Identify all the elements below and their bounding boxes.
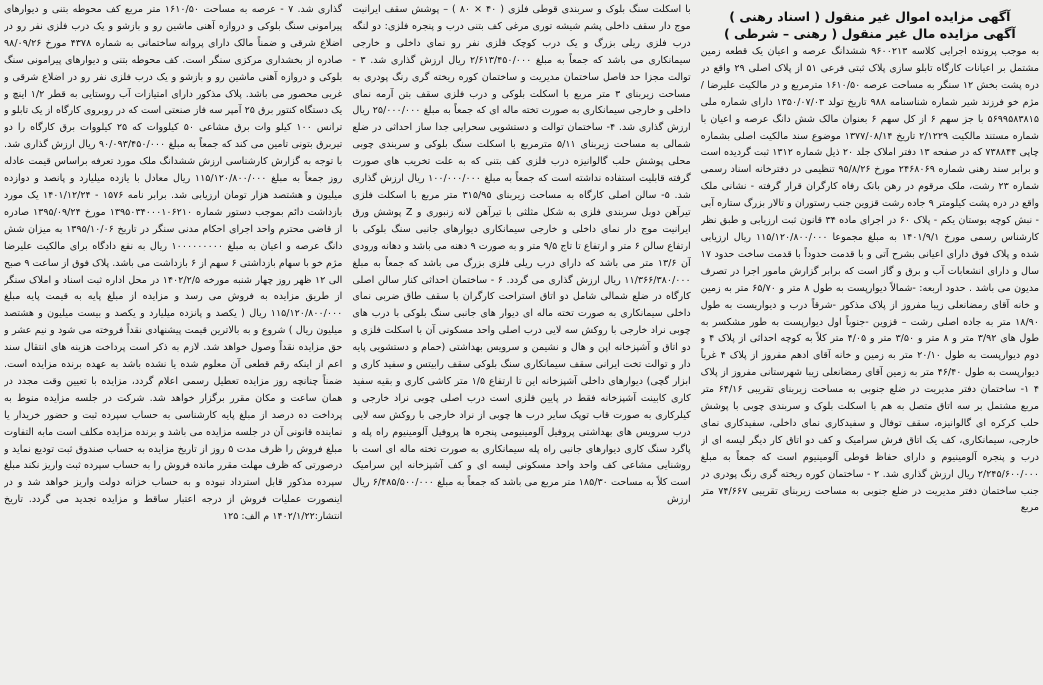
column-3	[4, 2, 342, 681]
notice-header	[701, 8, 1039, 42]
column-2-text: با اسکلت سنگ بلوک و سربندی قوطی فلزی ( ۴۰ × ۸۰ ) – پوشش سقف ایرانیت موج دار سقف داخلی پشم شیشه توری مرغی کف بتنی درب و پنجره فلزی: دو لنگه درب فلزی ریلی بزرگ و یک درب کوچک فلزی نفر رو نمای داخلی و خارجی سیمانکاری می باشد که جمعاً به مبلغ ۲/۶۱۳/۴۵۰/۰۰۰ ریال ارزش گذاری شد. ۳ - توالت مجزا حد فاصل ساختمان مدیریت و ساختمان کوره ریخته گری رنگ پودری به مساحت زیربنای ۳ متر مربع با اسکلت بلوکی و درب فلزی سقف بتن آرمه نمای داخلی و خارجی سیمانکاری به صورت تخته ماله ای که جمعاً به مبلغ ۲۵/۰۰۰/۰۰۰ ریال ارزش گذاری شد. ۴- ساختمان توالت و دستشویی سحرایی جدا ساز احداثی در ضلع شمالی به مساحت زیربنای ۵/۱۱ مترمربع با اسکلت سنگ بلوکی و سربندی چوبی محلی پوشش حلب گالوانیزه درب فلزی کف بتنی که به علت تخریب های صورت گرفته قابلیت استفاده نداشته است که جمعاً به مبلغ ۱۰۰/۰۰۰/۰۰۰ ریال ارزش گذاری شد. ۵- سالن اصلی کارگاه به مساحت زیربنای ۳۱۵/۹۵ متر مربع با اسکلت فلزی تیرآهن دوبل سربندی فلزی به شکل مثلثی با تیرآهن لانه زنبوری و Z پوشش ورق ایرانیت موج دار نمای داخلی و خارجی سیمانکاری دیوارهای جانبی سنگ بلوکی با ارتفاع سالن ۶ متر و ارتفاع تا تاج ۹/۵ متر و به صورت ۹ دهنه می باشد و دهانه ورودی آن ۱۳/۶ متر می باشد که دارای درب ریلی فلزی بزرگ می باشد که جمعاً به مبلغ ۱۱/۳۶۶/۳۸۰/۰۰۰ ریال ارزش گذاری می گردد. ۶ - ساختمان احداثی کنار سالن اصلی کارگاه در ضلع شمالی شامل دو اتاق استراحت کارگران با سقف طاق ضربی نمای داخلی سیمانکاری به صورت تخته ماله ای دیوار های جانبی سنگ بلوکی با درب های چوبی نراد خارجی با روکش سه لایی درب اصلی واحد مسکونی آن با اسکلت فلزی و دو اتاق و آشپزخانه اپن و هال و نشیمن و سرویس بهداشتی (حمام و دستشویی پایه دار و توالت تخت ایرانی سقف سیمانکاری سنگ بلوکی سقف رابیتس و سفید کاری و ابزار گچی) دیوارهای داخلی آشپزخانه این تا ارتفاع ۱/۵ متر کاشی کاری و بقیه سفید کاری کابینت آشپزخانه فقط در پایین فلزی است درب اصلی چوبی نراد خارجی و کیلرکاری به صورت قاب توپک سایر درب ها چوبی از نراد خارجی با روکش سه لایی درب سرویس های بهداشتی پروفیل آلومینیومی پنجره ها پروفیل آلومینیوم راه پله و پاگرد سنگ کاری دیوارهای جانبی راه پله سیمانکاری به صورت تخته ماله ای است با روشنایی مشاعی کف واحد واحد مسکونی لیسه ای و کف آشپزخانه اپن سرامیک است کلاً به مساحت ۱۸۵/۳۰ متر مربع می باشد که جمعاً به مبلغ ۶/۴۸۵/۵۰۰/۰۰۰ ریال ارزش	[352, 4, 691, 506]
column-2	[352, 2, 690, 681]
notice-title-1: آگهی مزایده اموال غیر منقول ( اسناد رهنی )	[729, 9, 1011, 24]
column-1	[701, 2, 1039, 681]
column-3-text: گذاری شد. ۷ - عرصه به مساحت ۱۶۱۰/۵۰ متر مربع کف محوطه بتنی و دیوارهای پیرامونی سنگ بلوکی و دروازه آهنی ماشین رو و بازشو و یک درب فلزی نفر رو در اضلاع شرقی و ضمناً مالک دارای پروانه ساختمانی به شماره ۴۳۷۸ مورخ ۹۸/۰۹/۲۶ صادره از بخشداری مرکزی سنگر است. کف محوطه بتنی و دیوارهای پیرامونی سنگ بلوکی و دروازه آهنی ماشین رو و بازشو و یک درب فلزی نفر رو در اضلاع شرقی و غربی محصور می باشد. پلاک مذکور دارای امتیازات آب روستایی به قطر ۱/۲ اینچ و یک دستگاه کنتور برق ۲۵ آمپر سه فاز صنعتی است که در روبروی کارگاه از یک تابلو و ترانس ۱۰۰ کیلو وات برق مشاعی ۵۰ کیلووات که ۲۵ کیلووات برق کارگاه را دو تیربرق بتونی تامین می کند که جمعاً به مبلغ ۹۰/۰۹۳/۴۵۰/۰۰۰ ریال ارزش گذاری شد. با توجه به گزارش کارشناسی ارزش ششدانگ ملک مورد تعرفه براساس قیمت عادله روز جمعاً به مبلغ ۱۱۵/۱۲۰/۸۰۰/۰۰۰ ریال معادل با یازده میلیارد و پانصد و دوازده میلیون و هشتصد هزار تومان ارزیابی شد. برابر نامه ۱۵۷۶ - ۱۴۰۱/۱۲/۲۴ یک مورد بازداشت دائم بموجب دستور شماره ۱۳۹۵۰۳۴۰۰۰۱۰۶۲۱۰ مورخ ۱۳۹۵/۰۹/۲۴ صادره از قاضی محترم واحد اجرای احکام مدنی سنگر در تاریخ ۱۳۹۵/۱۰/۰۶ به میزان شش دانگ عرصه و اعیان به مبلغ ۱۰۰۰۰۰۰۰۰۰ ریال به نفع دادگاه برای مالکیت علیرضا مژم خو با سهام بازداشتی ۶ سهم از ۶ بازداشت می باشد. پلاک فوق از ساعت ۹ صبح الی ۱۲ ظهر روز چهار شنبه مورخه ۱۴۰۲/۲/۵ در محل اداره ثبت اسناد و املاک سنگر از طریق مزایده به فروش می رسد و مزایده از مبلغ پایه به قیمت پایه مبلغ ۱۱۵/۱۲۰/۸۰۰/۰۰۰ ریال ( یکصد و پانزده میلیارد و یکصد و بیست میلیون و هشتصد میلیون ریال ) شروع و به بالاترین قیمت پیشنهادی نقداً فروخته می شود و نیم عشر و حق مزایده نقداً وصول خواهد شد. لازم به ذکر است پرداخت هزینه های انتقال سند اعم از اینکه رقم قطعی آن معلوم شده یا نشده باشد به عهده برنده مزایده است. ضمناً چنانچه روز مزایده تعطیل رسمی اعلام گردد، مزایده با تعیین وقت مجدد در همان ساعت و مکان مقرر برگزار خواهد شد. شرکت در جلسه مزایده منوط به پرداخت ده درصد از مبلغ پایه کارشناسی به حساب سپرده ثبت و حضور خریدار یا نماینده قانونی آن در جلسه مزایده می باشد و برنده مزایده مکلف است مابه التفاوت مبلغ فروش را ظرف مدت ۵ روز از تاریخ مزایده به حساب صندوق ثبت تودیع نماید و درصورتی که ظرف مهلت مقرر مانده فروش را به حساب سپرده ثبت واریز نکند مبلغ سپرده مذکور قابل استرداد نبوده و به حساب خزانه دولت واریز خواهد شد و در اینصورت عملیات فروش از درجه اعتبار ساقط و مزایده تجدید می گردد. تاریخ انتشار:۱۴۰۲/۱/۲۲ م الف: ۱۲۵	[4, 4, 343, 523]
notice-title-2: آگهی مزایده مال غیر منقول ( رهنی – شرطی )	[723, 26, 1016, 41]
column-1-text: به موجب پرونده اجرایی کلاسه ۹۶۰۰۲۱۳ ششدانگ عرصه و اعیان یک قطعه زمین مشتمل بر اعیانات کارگاه تابلو سازی پلاک ثبتی فرعی ۵۱ از پلاک اصلی ۲۹ واقع در دره پشت بخش ۱۲ سنگر به مساحت عرصه ۱۶۱۰/۵۰ مترمربع و در مالکیت علیرضا / مژم خو فرزند شیر شماره شناسنامه ۹۸۸ تاریخ تولد ۱۳۵۰/۰۷/۰۳ دارای شماره ملی ۵۶۹۹۵۸۳۸۱۵ با جز سهم ۶ از کل سهم ۶ بعنوان مالک شش دانگ عرصه و اعیان با شماره مستند مالکیت ۲/۱۲۲۹ تاریخ ۱۳۷۷/۰۸/۱۴ موضوع سند مالکیت اصلی بشماره چاپی ۷۳۸۸۴۴ که در صفحه ۱۳ دفتر املاک جلد ۲۰ ذیل شماره ۱۳۱۲ ثبت گردیده است و برابر سند رهنی شماره ۲۴۶۸۰۶۹ مورخ ۹۵/۸/۲۶ تنظیمی در دفترخانه اسناد رسمی شماره ۲۳ رشت، ملک مرقوم در رهن بانک رفاه کارگران قرار گرفته - نشانی ملک واقع در دره پشت کیلومتر ۹ جاده رشت قزوین جنب رستوران و تالار بزرگ ستاره آبی - نبش کوچه بوستان یکم - پلاک ۶۰ در اجرای ماده ۳۴ قانون ثبت ارزیابی و طبق نظر کارشناس رسمی مورخ ۱۴۰۱/۹/۱ به مبلغ مجموعا ۱۱۵/۱۲۰/۸۰۰/۰۰۰ ریال ارزیابی شده و پلاک فوق دارای اعیانی بشرح آتی و با قدمت حدوداً با قدمت ساخت حدود ۱۷ سال و دارای انشعابات آب و برق و گاز است که برابر گزارش مامور اجرا در تصرف مدیون می باشد . حدود اربعه: -شمالاً دیوارپست به طول ۸ متر و ۶۵/۷۰ متر به زمین و خانه آقای رمضانعلی زیبا مفروز از پلاک مذکور -شرقاً درب و دیواریست به طول ۱۸/۹۰ متر به جاده اصلی رشت – قزوین -جنوباً اول دیوارپست به طور مشکسر به طول های ۳/۹۲ متر و ۸ متر و ۳/۵۰ متر و ۴/۰۵ متر کلاً به کوچه احداثی از پلاک ۴ و دوم دیوارپست به طول ۲۰/۱۰ متر به زمین و خانه آقای ادهم مفروز از پلاک ۴ غرباً دیوارپست به طول ۴۶/۴۰ متر به زمین آقای رمضانعلی زیبا شهرستانی مفروز از پلاک ۴ ۱- ساختمان دفتر مدیریت در ضلع جنوبی به مساحت زیربنای تقریبی ۶۴/۱۶ متر مربع مشتمل بر سه اتاق متصل به هم با اسکلت بلوک و سربندی چوبی با پوشش حلب کرکره ای گالوانیزه، سقف توفال و سفیدکاری نمای داخلی، سفیدکاری نمای خارجی، سیمانکاری، کف یک اتاق فرش سرامیک و کف دو اتاق کار دیگر لیسه ای از درب و پنجره آلومینیوم و دارای حفاظ قوطی آلومینیوم است که جمعاً به مبلغ ۲/۲۴۵/۶۰۰/۰۰۰ ریال ارزش گذاری شد. ۲ - ساختمان کوره ریخته گری رنگ پودری در جنب ساختمان دفتر مدیریت در ضلع جنوبی به مساحت زیربنای تقریبی ۷۴/۶۶۷ متر مربع	[700, 46, 1039, 514]
